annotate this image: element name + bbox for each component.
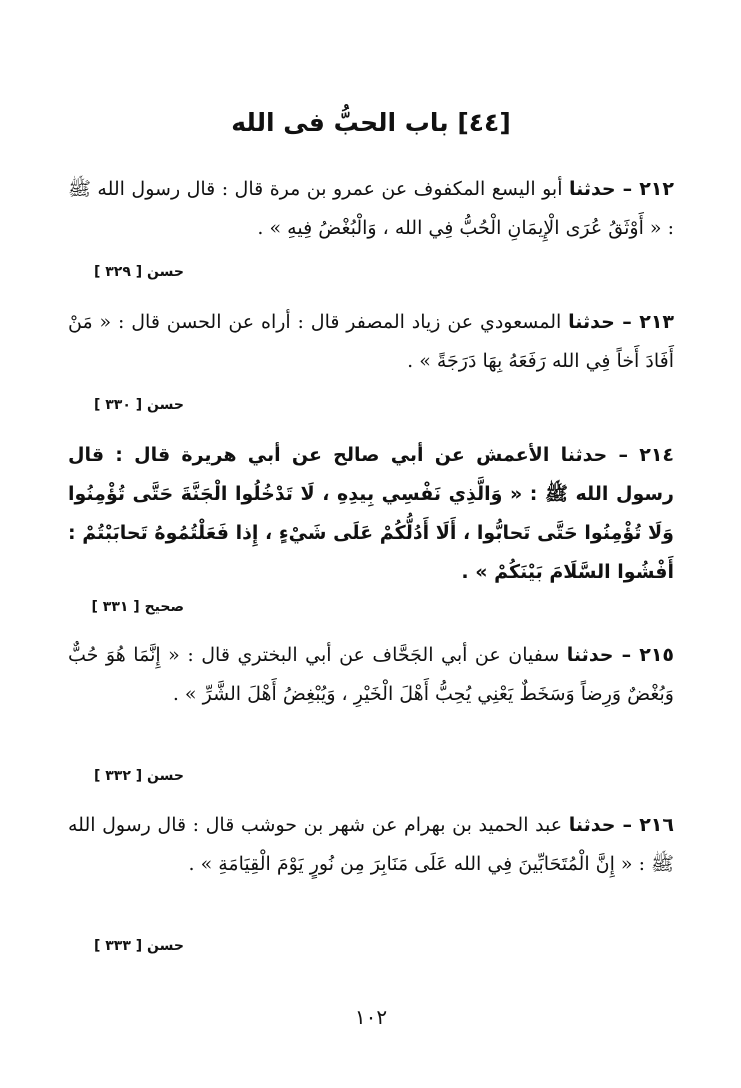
hadith-number: ٢١٣ [639,311,675,333]
matn: « وَالَّذِي نَفْسِي بِيدِهِ ، لَا تَدْخُلُوا الْجَنَّةَ حَتَّى تُؤْمِنُوا وَلَا تُؤْمِنُوا حَتَّى تَحابُّوا ، أَلَا أَدُلُّكُمْ عَلَى شَيْءٍ ، إِذا فَعَلْتُمُوهُ تَحابَبْتُمْ : أَفْشُوا السَّلَامَ بَيْنَكُمْ » . [68,483,674,583]
narration-label: حدثنا [568,311,615,333]
hadith-number: ٢١٤ [639,444,675,466]
page [68,0,674,1088]
hadith-213 [68,303,674,381]
hadith-dash: – [614,311,640,333]
hadith-grade: حسن [ ٣٢٩ ] [93,264,184,280]
hadith-number: ٢١٥ [639,644,675,666]
hadith-number: ٢١٦ [639,814,674,836]
chapter-title: [٤٤] باب الحبُّ فى الله [231,108,511,137]
matn: « إِنَّ الْمُتَحَابِّينَ فِي الله عَلَى مَنَابِرَ مِن نُورٍ يَوْمَ الْقِيَامَةِ » . [188,853,633,875]
hadith-paragraph [68,636,674,714]
matn: « إِنَّمَا هُوَ حُبٌّ وَبُغْضٌ وَرِضاً وَسَخَطٌ يَعْنِي يُحِبُّ أَهْلَ الْخَيْرِ ، وَيُبْغِضُ أَهْلَ الشَّرِّ » . [68,644,674,705]
hadith-grade: صحيح [ ٣٣١ ] [91,599,184,615]
hadith-dash: – [607,444,640,466]
narration-label: حدثنا [566,644,614,666]
hadith-paragraph [68,436,674,592]
hadith-215 [68,636,674,714]
hadith-214 [68,436,674,592]
hadith-paragraph [68,806,674,884]
matn: « مَنْ أَفَادَ أَخاً فِي الله رَفَعَهُ بِهَا دَرَجَةً » . [68,311,674,372]
hadith-grade: حسن [ ٣٣٠ ] [93,397,184,413]
hadith-paragraph [68,170,674,248]
hadith-dash: – [613,644,640,666]
narration-label: حدثنا [560,444,608,466]
hadith-212 [68,170,674,248]
hadith-dash: – [615,814,640,836]
hadith-paragraph [68,303,674,381]
isnad: المسعودي عن زياد المصفر قال : أراه عن الحسن قال : [111,311,569,333]
hadith-dash: – [615,178,640,200]
matn: « أَوْثَقُ عُرَى الْإِيمَانِ الْحُبُّ فِي الله ، وَالْبُغْضُ فِيهِ » . [257,217,662,239]
page-number: ١٠٢ [354,1005,388,1029]
narration-label: حدثنا [568,814,616,836]
hadith-grade: حسن [ ٣٣٣ ] [93,938,184,954]
isnad: الأعمش عن أبي صالح عن أبي هريرة قال : قال رسول الله ﷺ : [68,444,674,505]
narration-label: حدثنا [568,178,616,200]
hadith-number: ٢١٢ [639,178,674,200]
hadith-216 [68,806,674,884]
isnad: أبو اليسع المكفوف عن عمرو بن مرة قال : قال رسول الله ﷺ : [68,178,674,239]
isnad: سفيان عن أبي الجَحَّاف عن أبي البختري قال : [179,644,567,666]
hadith-grade: حسن [ ٣٣٢ ] [93,768,184,784]
isnad: عبد الحميد بن بهرام عن شهر بن حوشب قال : قال رسول الله ﷺ : [68,814,674,875]
